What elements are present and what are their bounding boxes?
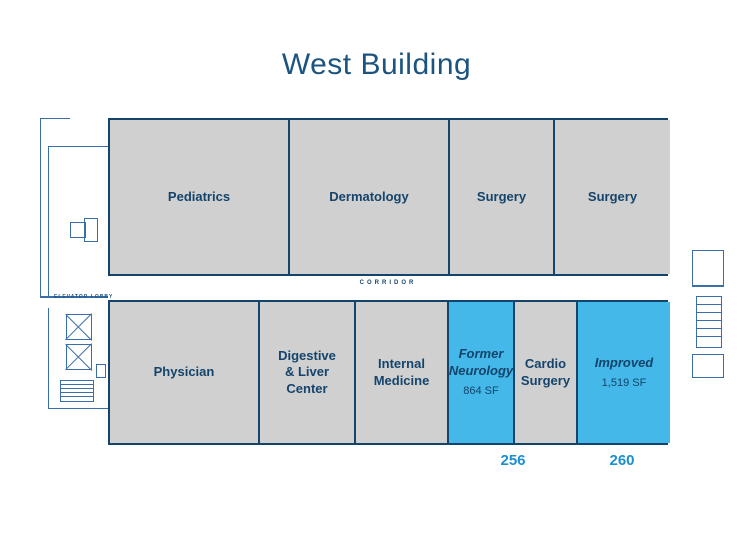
core-fixture <box>96 364 106 378</box>
right-service-core <box>692 250 732 380</box>
core-step <box>696 304 722 305</box>
core-line <box>40 118 41 296</box>
core-step <box>60 392 94 393</box>
core-step <box>60 384 94 385</box>
elevator-lobby-label: ELEVATOR LOBBY <box>54 294 114 300</box>
core-line <box>692 286 724 287</box>
core-step <box>60 388 94 389</box>
core-fixture <box>692 354 724 378</box>
core-fixture <box>84 218 98 242</box>
suite-number: 256 <box>500 452 526 469</box>
suite-number: 260 <box>609 452 635 469</box>
page-title: West Building <box>281 48 472 81</box>
core-step <box>696 312 722 313</box>
suite-number-row <box>108 452 668 472</box>
core-step <box>696 336 722 337</box>
room-dermatology[interactable] <box>290 120 450 274</box>
room-label: Surgery <box>587 188 638 204</box>
room-cardio-surgery[interactable] <box>515 302 578 443</box>
room-improved[interactable] <box>578 302 670 443</box>
top-room-row <box>108 118 668 276</box>
room-label: Former Neurology <box>448 346 514 378</box>
room-internal-medicine[interactable] <box>356 302 449 443</box>
room-surgery[interactable] <box>450 120 555 274</box>
core-line <box>48 146 110 147</box>
core-line <box>48 308 49 408</box>
room-physician[interactable] <box>110 302 260 443</box>
floorplan-diagram <box>40 110 720 500</box>
core-line <box>40 118 70 119</box>
core-fixture <box>692 250 724 286</box>
room-area: 1,519 SF <box>601 376 647 389</box>
core-step <box>696 320 722 321</box>
room-digestive-liver-center[interactable] <box>260 302 356 443</box>
left-service-core <box>40 118 118 408</box>
room-label: Improved <box>594 354 654 370</box>
room-label: Digestive & Liver Center <box>278 348 336 396</box>
core-step <box>60 396 94 397</box>
bottom-room-row <box>108 300 668 445</box>
room-label: Cardio Surgery <box>520 356 571 388</box>
room-label: Physician <box>153 364 215 380</box>
core-line <box>48 408 110 409</box>
room-area: 864 SF <box>463 384 499 397</box>
room-former-neurology[interactable] <box>449 302 515 443</box>
room-label: Internal Medicine <box>373 356 430 388</box>
core-fixture <box>70 222 86 238</box>
room-surgery[interactable] <box>555 120 670 274</box>
corridor-label: CORRIDOR <box>359 280 417 286</box>
room-pediatrics[interactable] <box>110 120 290 274</box>
core-step <box>696 328 722 329</box>
room-label: Pediatrics <box>167 188 231 204</box>
core-line <box>48 146 49 296</box>
room-label: Dermatology <box>329 188 409 204</box>
room-label: Surgery <box>476 188 527 204</box>
